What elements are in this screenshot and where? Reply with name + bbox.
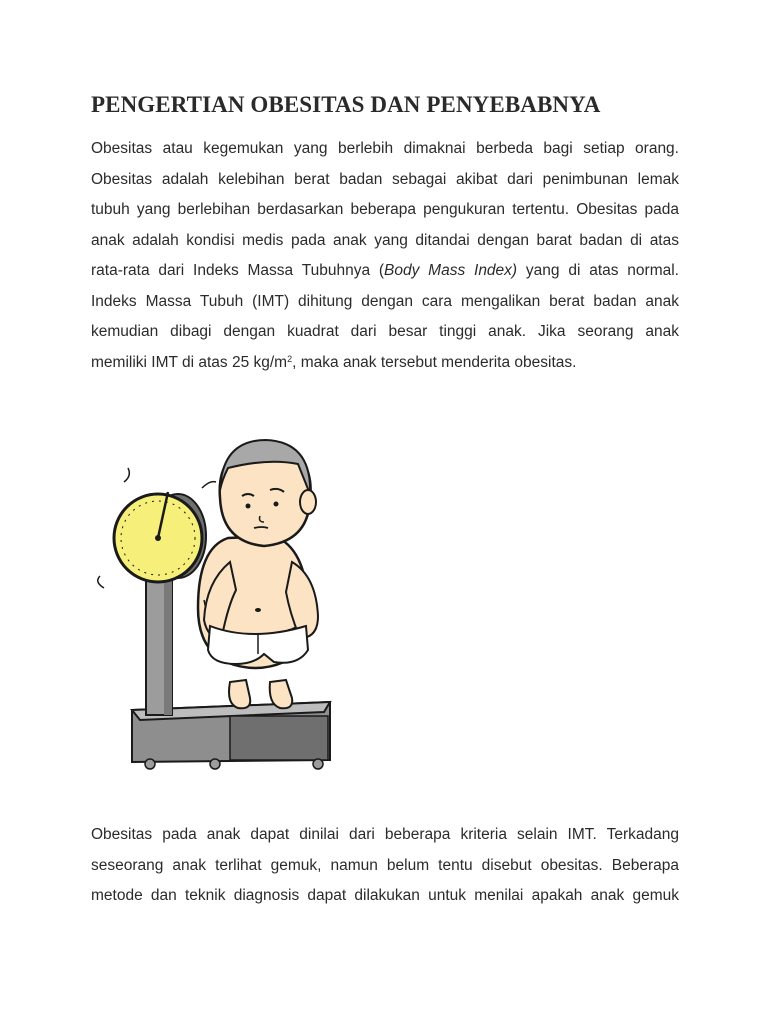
paragraph-line: Obesitas adalah kelebihan berat badan sebagai akibat dari penimbunan lemak bbox=[91, 170, 679, 188]
text-run: rata-rata dari Indeks Massa Tubuhnya ( bbox=[91, 262, 385, 279]
paragraph-line: metode dan teknik diagnosis dapat dilakukan untuk menilai apakah anak gemuk bbox=[91, 887, 679, 904]
superscript: 2 bbox=[287, 353, 293, 364]
paragraph-line: Indeks Massa Tubuh (IMT) dihitung dengan cara mengalikan berat badan anak bbox=[91, 292, 679, 310]
page-title: PENGERTIAN OBESITAS DAN PENYEBABNYA bbox=[91, 92, 601, 117]
paragraph-line: Obesitas pada anak dapat dinilai dari beberapa kriteria selain IMT. Terkadang bbox=[91, 826, 679, 843]
paragraph-line: Obesitas atau kegemukan yang berlebih dimaknai berbeda bagi setiap orang. bbox=[91, 140, 679, 157]
paragraph-line bbox=[91, 348, 679, 379]
text-run: yang di atas normal. bbox=[517, 262, 679, 279]
child-on-scale-illustration bbox=[80, 420, 350, 780]
paragraph-line: kemudian dibagi dengan kuadrat dari besar tinggi anak. Jika seorang anak bbox=[91, 323, 679, 340]
paragraph-definition bbox=[91, 134, 679, 378]
text-run: memiliki IMT di atas 25 kg/m bbox=[91, 353, 288, 371]
paragraph-line bbox=[91, 256, 679, 287]
scale-column bbox=[146, 575, 172, 715]
text-run: , maka anak tersebut menderita obesitas. bbox=[292, 353, 577, 371]
paragraph-criteria bbox=[91, 820, 679, 912]
child-figure bbox=[198, 440, 318, 708]
paragraph-line: anak adalah kondisi medis pada anak yang ditandai dengan barat badan di atas bbox=[91, 231, 679, 249]
paragraph-line: tubuh yang berlebihan berdasarkan beberapa pengukuran tertentu. Obesitas pada bbox=[91, 201, 679, 218]
paragraph-line: seseorang anak terlihat gemuk, namun belum tentu disebut obesitas. Beberapa bbox=[91, 856, 679, 874]
italic-term: Body Mass Index) bbox=[384, 262, 518, 279]
scale-dial bbox=[114, 492, 206, 582]
